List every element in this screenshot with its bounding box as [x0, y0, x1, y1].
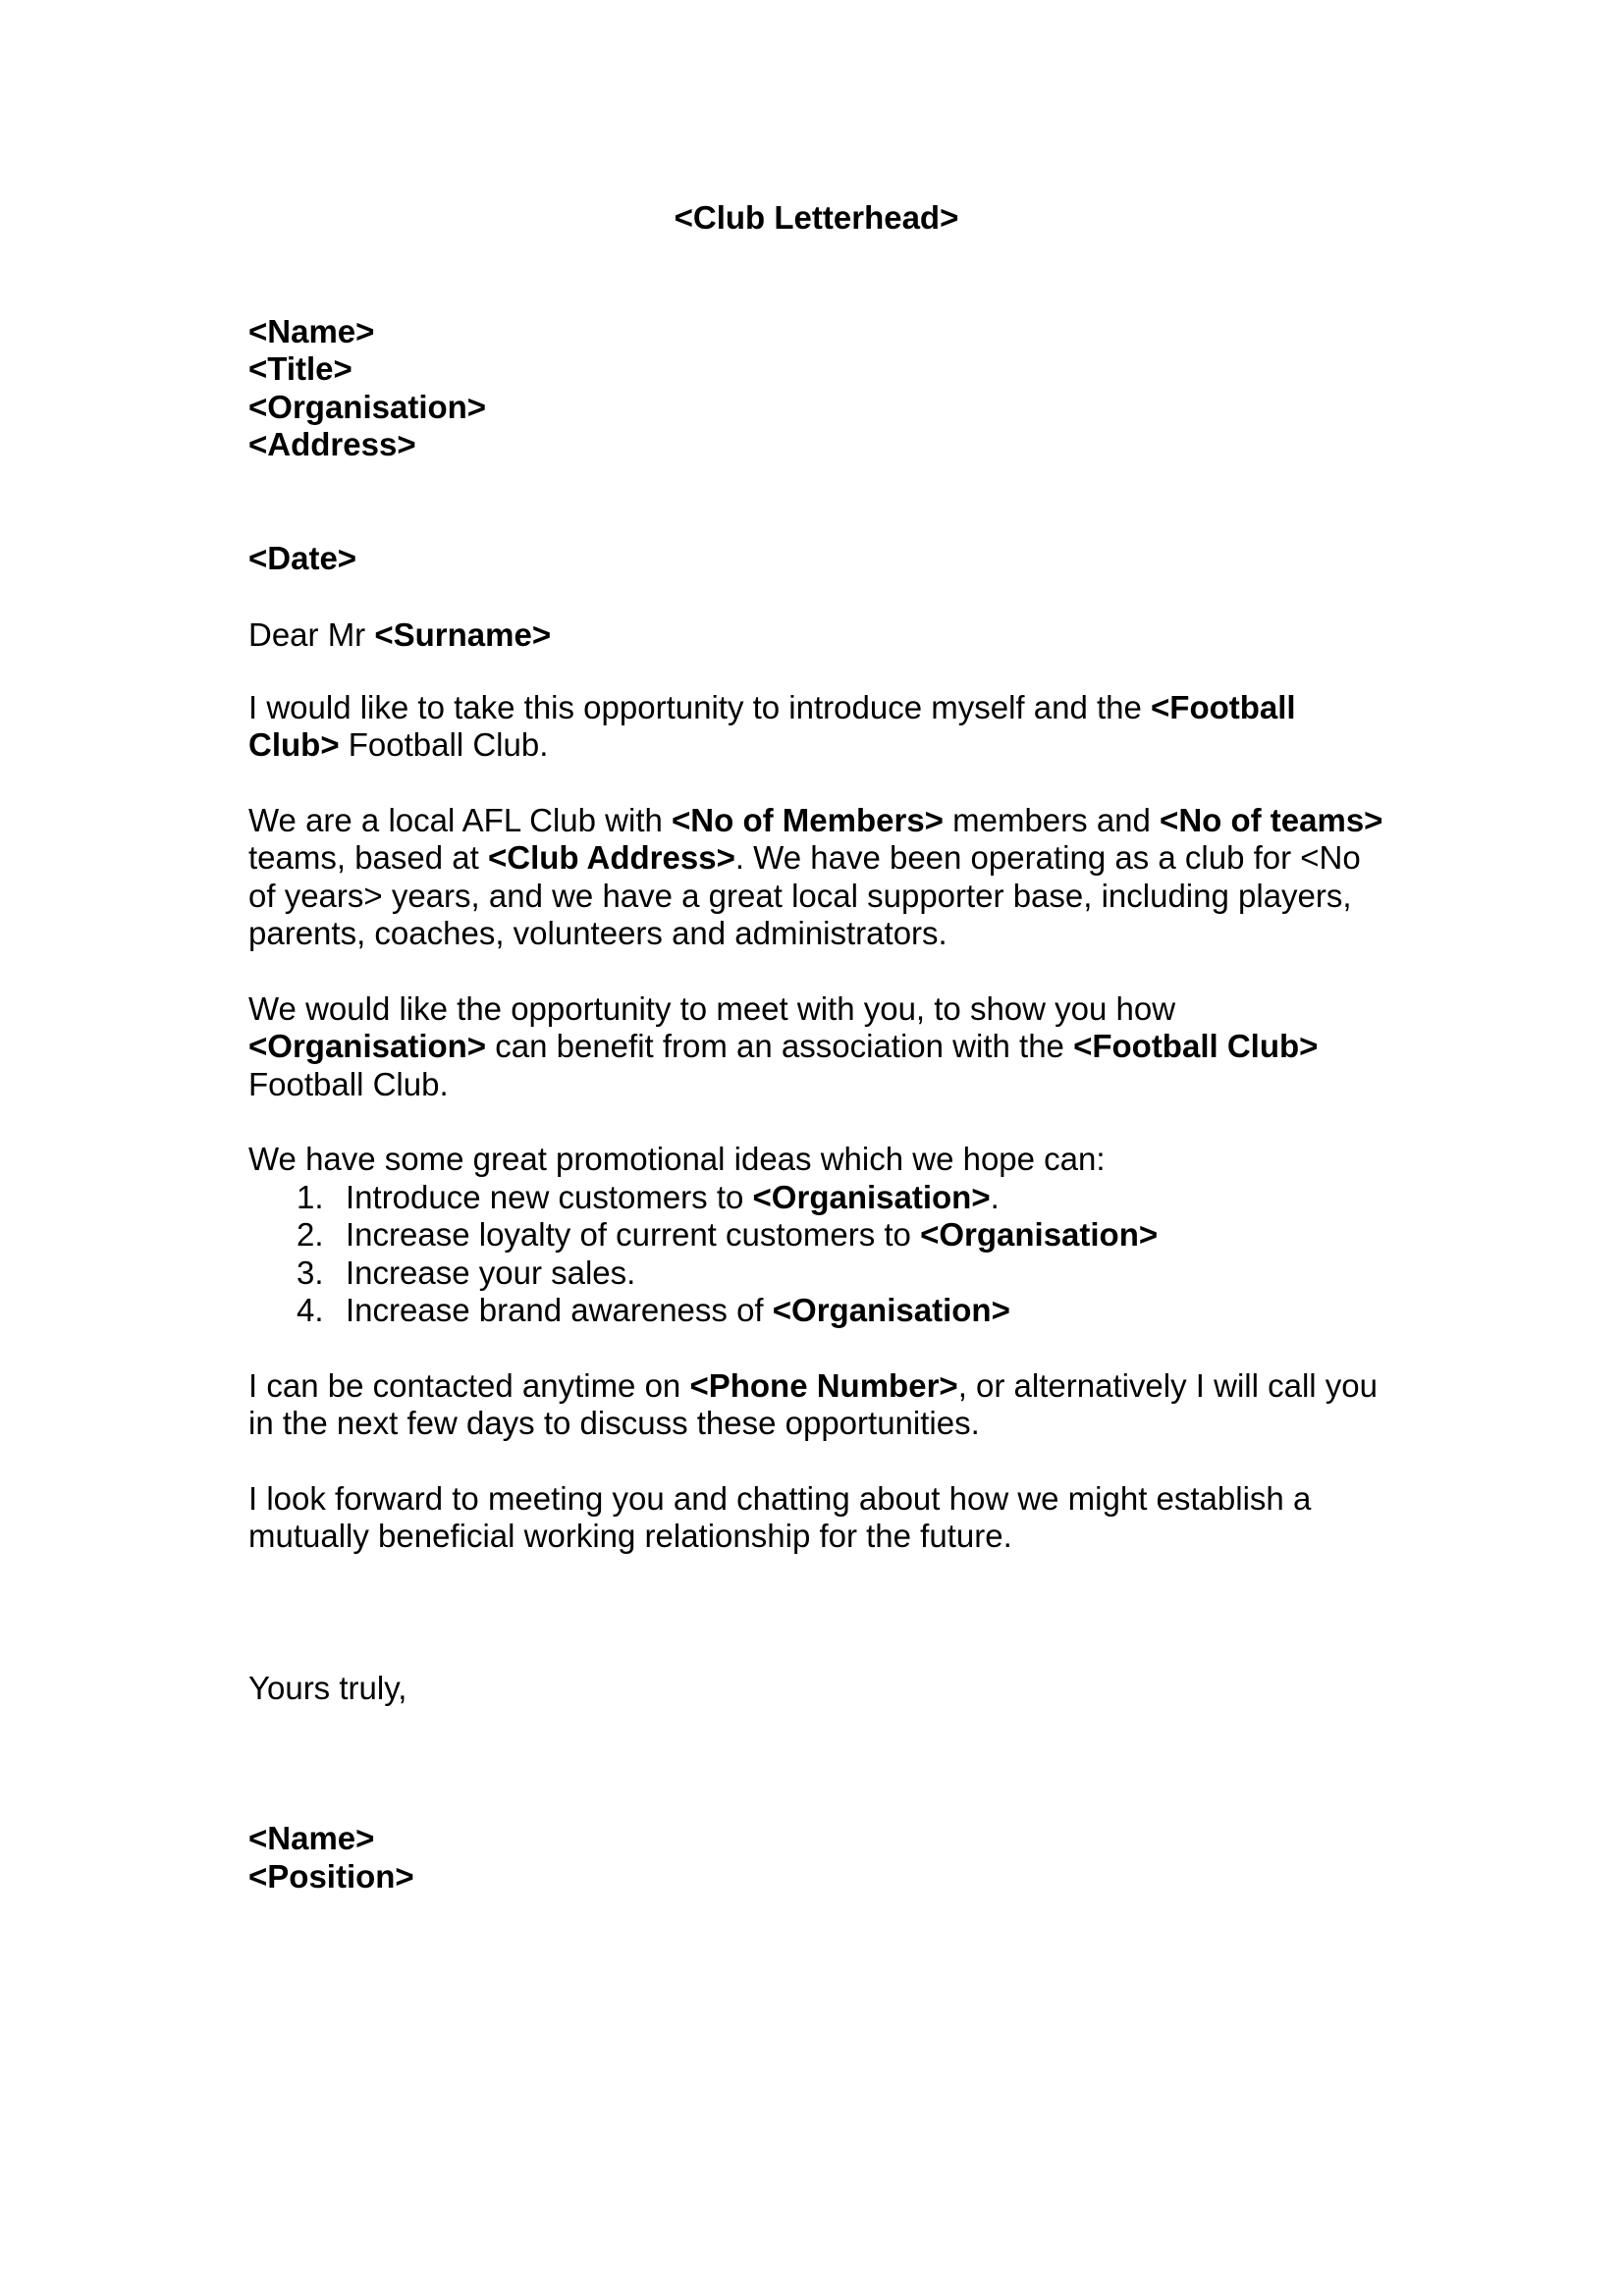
recipient-block [248, 313, 1384, 464]
promo-ideas-list [248, 1179, 1384, 1330]
recipient-name: <Name> [248, 312, 375, 349]
list-item-text: Introduce new customers to <Organisation>. [346, 1178, 1000, 1215]
recipient-address: <Address> [248, 426, 416, 462]
list-item-number: 3. [297, 1254, 324, 1291]
list-item [248, 1216, 1384, 1255]
date-placeholder: <Date> [248, 539, 357, 576]
recipient-organisation: <Organisation> [248, 388, 487, 425]
list-item-number: 2. [297, 1216, 324, 1253]
list-item-text: Increase your sales. [346, 1254, 636, 1291]
intro-paragraph: I would like to take this opportunity to introduce myself and the <Football Club> Football Club. [248, 688, 1296, 763]
lookforward-paragraph: I look forward to meeting you and chatting about how we might establish a mutually beneficial working relationship for the future. [248, 1479, 1312, 1554]
list-item [248, 1255, 1384, 1293]
letterhead-placeholder: <Club Letterhead> [674, 199, 959, 236]
closing-salutation: Yours truly, [248, 1669, 407, 1706]
promo-ideas-intro: We have some great promotional ideas which we hope can: [248, 1141, 1106, 1177]
recipient-title: <Title> [248, 350, 352, 387]
list-item-number: 4. [297, 1292, 324, 1328]
signature-block [248, 1820, 1384, 1896]
list-item [248, 1292, 1384, 1330]
meeting-request-paragraph: We would like the opportunity to meet with you, to show you how <Organisation> can benefit from an association with the <Football Club> Football Club. [248, 989, 1319, 1102]
salutation: Dear Mr <Surname> [248, 616, 552, 653]
list-item-text: Increase loyalty of current customers to <Organisation> [346, 1216, 1159, 1253]
list-item [248, 1179, 1384, 1217]
signature-position: <Position> [248, 1857, 414, 1895]
club-description-paragraph: We are a local AFL Club with <No of Members> members and <No of teams> teams, based at <Club Address>. We have been operating as a club for <No of years> years, and we have a great local supporter base, including players, parents, coaches, volunteers and administrators. [248, 801, 1383, 951]
contact-paragraph: I can be contacted anytime on <Phone Number>, or alternatively I will call you in the next few days to discuss these opportunities. [248, 1366, 1379, 1441]
list-item-number: 1. [297, 1178, 324, 1215]
list-item-text: Increase brand awareness of <Organisation> [346, 1292, 1010, 1328]
signature-name: <Name> [248, 1820, 375, 1856]
